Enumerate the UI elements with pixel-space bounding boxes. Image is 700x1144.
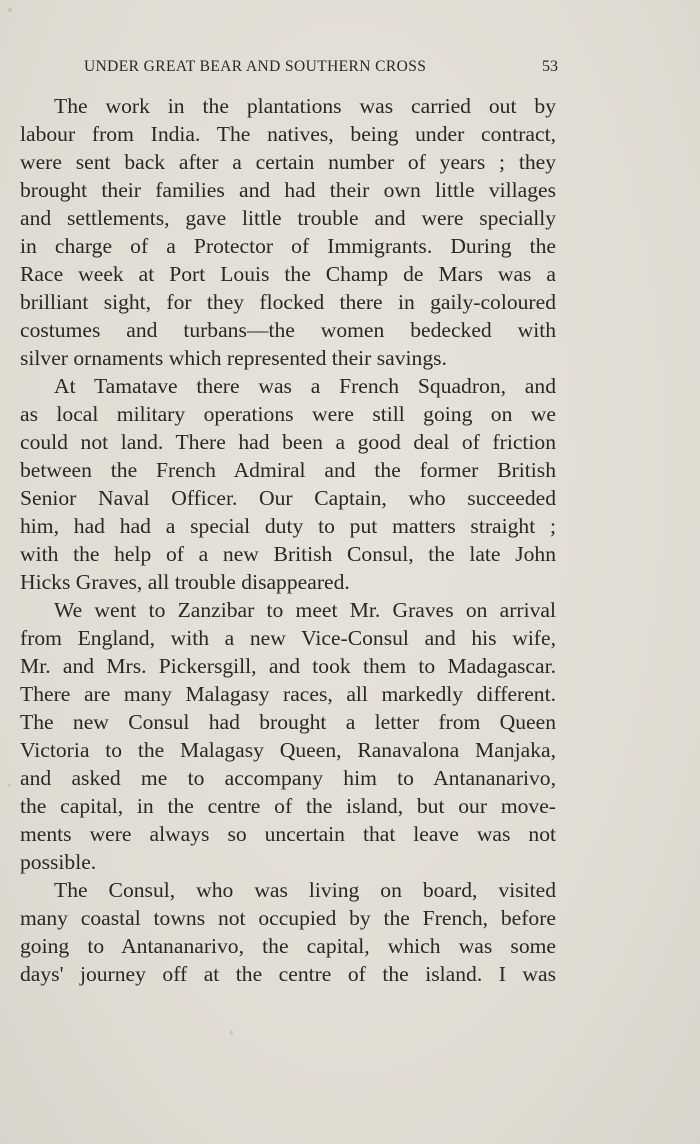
text-line: were sent back after a certain number of years ; they [20,150,556,174]
text-line: possible. [20,850,97,874]
text-line: brilliant sight, for they flocked there in gaily-coloured [20,290,556,314]
text-line: Mr. and Mrs. Pickersgill, and took them to Madagascar. [20,654,556,678]
running-head-title: UNDER GREAT BEAR AND SOUTHERN CROSS [84,58,427,75]
text-line: the capital, in the centre of the island, but our move- [20,794,556,818]
text-line: with the help of a new British Consul, the late John [20,542,556,566]
text-line: him, had had a special duty to put matters straight ; [20,514,556,538]
text-line: Race week at Port Louis the Champ de Mars was a [20,262,556,286]
text-line: The work in the plantations was carried out by [54,94,556,118]
text-line: silver ornaments which represented their savings. [20,346,447,370]
page-number: 53 [542,58,558,75]
text-line: in charge of a Protector of Immigrants. During the [20,234,556,258]
body-text [20,92,556,988]
text-line: many coastal towns not occupied by the French, before [20,906,556,930]
text-line: between the French Admiral and the former British [20,458,556,482]
text-line: going to Antananarivo, the capital, which was some [20,934,556,958]
text-line: brought their families and had their own little villages [20,178,556,202]
text-line: from England, with a new Vice-Consul and his wife, [20,626,556,650]
text-line: days' journey off at the centre of the island. I was [20,962,556,986]
text-line: could not land. There had been a good deal of friction [20,430,556,454]
page-speck [230,1030,233,1035]
text-line: The Consul, who was living on board, visited [54,878,556,902]
text-line: labour from India. The natives, being under contract, [20,122,556,146]
text-line: and asked me to accompany him to Antananarivo, [20,766,556,790]
page-speck [8,784,11,787]
text-line: costumes and turbans—the women bedecked with [20,318,556,342]
text-line: and settlements, gave little trouble and were specially [20,206,556,230]
text-line: as local military operations were still going on we [20,402,556,426]
text-line: There are many Malagasy races, all markedly different. [20,682,556,706]
running-head [84,58,558,82]
page-speck [8,8,12,12]
text-line: ments were always so uncertain that leave was not [20,822,556,846]
text-line: Senior Naval Officer. Our Captain, who succeeded [20,486,556,510]
text-line: The new Consul had brought a letter from Queen [20,710,556,734]
text-line: At Tamatave there was a French Squadron, and [54,374,556,398]
text-line: We went to Zanzibar to meet Mr. Graves on arrival [54,598,556,622]
text-line: Hicks Graves, all trouble disappeared. [20,570,350,594]
text-line: Victoria to the Malagasy Queen, Ranavalona Manjaka, [20,738,556,762]
